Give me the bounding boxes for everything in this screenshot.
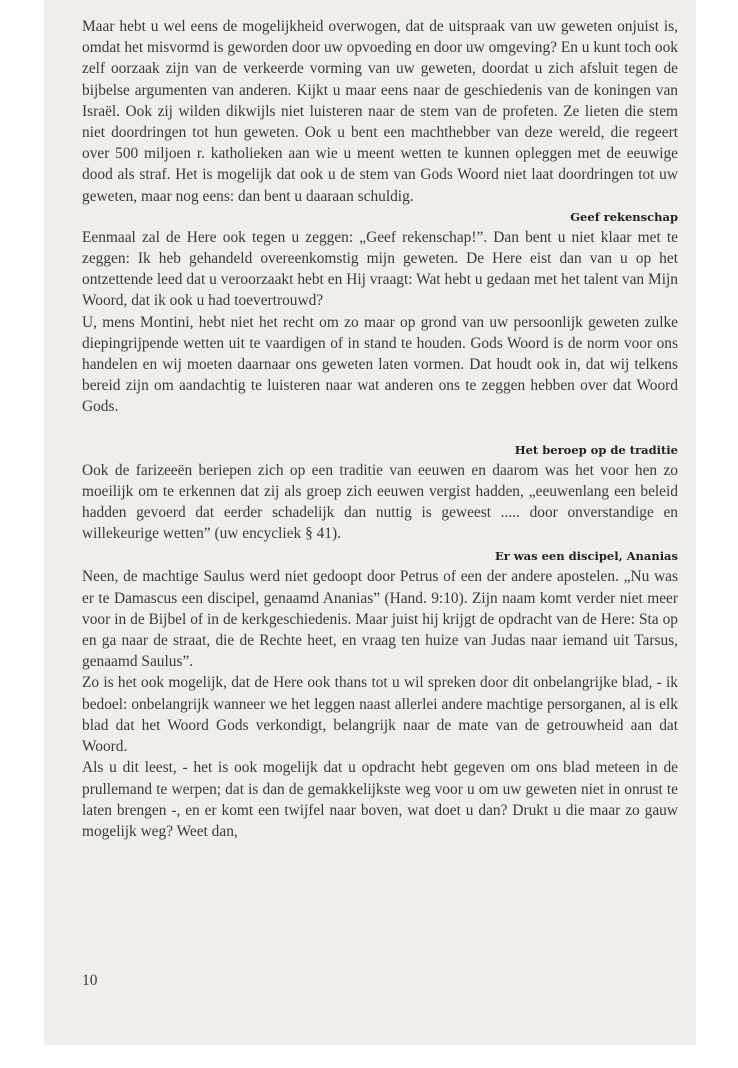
paragraph-rekenschap-2: U, mens Montini, hebt niet het recht om zo maar op grond van uw persoonlijk geweten zulke diepingrijpende wetten uit te vaardigen of in stand te houden. Gods Woord is de norm voor ons handelen en wij moeten daarnaar ons geweten laten vormen. Dat houdt ook in, dat wij telkens bereid zijn om aandachtig te luisteren naar wat anderen ons te zeggen hebben over dat Woord Gods. — [82, 313, 678, 416]
paragraph-traditie-1: Ook de farizeeën beriepen zich op een traditie van eeuwen en daarom was het voor hen zo moeilijk om te erkennen dat zij als groep zich eeuwen vergist hadden, „eeuwenlang een beleid hadden gevoerd dat eerder schadelijk dan nuttig is geweest ..... door onverstandige en willekeurige wetten” (uw encycliek § 41). — [82, 461, 678, 543]
paragraph-ananias-2: Zo is het ook mogelijk, dat de Here ook thans tot u wil spreken door dit onbelangrijke blad, - ik bedoel: onbelangrijk wanneer we het leggen naast allerlei andere machtige persorganen, al is elk blad dat het Woord Gods verkondigt, belangrijk naar de mate van de getrouwheid aan dat Woord. — [82, 674, 678, 756]
heading-beroep-traditie: Het beroep op de traditie — [514, 442, 678, 457]
heading-discipel-ananias: Er was een discipel, Ananias — [494, 549, 678, 564]
page-number: 10 — [82, 972, 98, 989]
heading-geef-rekenschap: Geef rekenschap — [570, 209, 678, 224]
paragraph-intro: Maar hebt u wel eens de mogelijkheid overwogen, dat de uitspraak van uw geweten onjuist is, omdat het misvormd is geworden door uw opvoeding en door uw omgeving? En u kunt toch ook zelf oorzaak zijn van de verkeerde vorming van uw geweten, doordat u zich afsluit tegen de bijbelse argumenten van anderen. Kijkt u maar eens naar de geschiedenis van de koningen van Israël. Ook zij wilden dikwijls niet luisteren naar de stem van de profeten. Ze lieten die stem niet doordringen tot hun geweten. Ook u bent een machthebber van deze wereld, die regeert over 500 miljoen r. katholieken aan wie u meent wetten te kunnen opleggen met de eeuwige dood als straf. Het is mogelijk dat ook u de stem van Gods Woord niet laat doordringen tot uw geweten, maar nog eens: dan bent u daaraan schuldig. — [82, 18, 678, 205]
paragraph-ananias-3: Als u dit leest, - het is ook mogelijk dat u opdracht hebt gegeven om ons blad meteen in de prullemand te werpen; dat is dan de gemakkelijkste weg voor u om uw geweten niet in onrust te laten brengen -, en er komt een twijfel naar boven, wat doet u dan? Drukt u die maar zo gauw mogelijk weg? Weet dan, — [82, 759, 678, 840]
page-text — [82, 16, 678, 842]
document-page — [44, 0, 696, 1045]
paragraph-ananias-1: Neen, de machtige Saulus werd niet gedoopt door Petrus of een der andere apostelen. „Nu was er te Damascus een discipel, genaamd Ananias” (Hand. 9:10). Zijn naam komt verder niet meer voor in de Bijbel of in de kerkgeschiedenis. Maar juist hij krijgt de opdracht van de Here: Sta op en ga naar de straat, die de Rechte heet, en vraag ten huize van Judas naar iemand uit Tarsus, genaamd Saulus”. — [82, 568, 678, 671]
paragraph-rekenschap-1: Eenmaal zal de Here ook tegen u zeggen: „Geef rekenschap!”. Dan bent u niet klaar met te zeggen: Ik heb gehandeld overeenkomstig mijn geweten. De Here eist dan van u op het ontzettende leed dat u veroorzaakt hebt en Hij vraagt: Wat hebt u gedaan met het talent van Mijn Woord, dat ik ook u had toevertrouwd? — [82, 228, 678, 310]
